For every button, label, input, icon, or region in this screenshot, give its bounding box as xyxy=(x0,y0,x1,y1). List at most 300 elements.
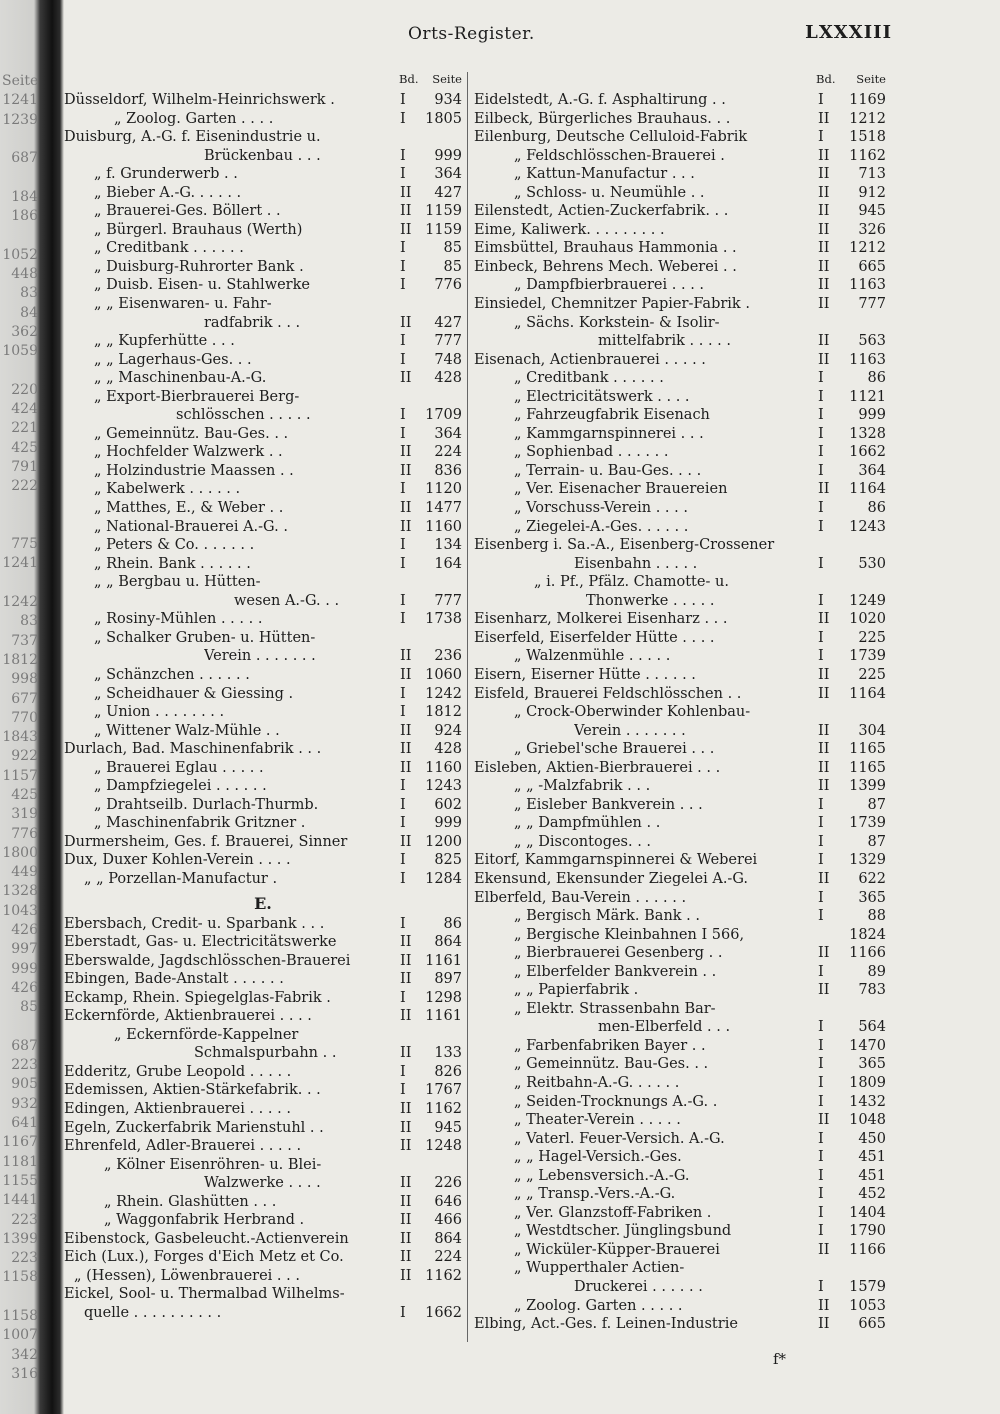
index-entry xyxy=(64,933,462,952)
index-entry xyxy=(474,1111,886,1130)
entry-page: 1169 xyxy=(849,92,886,108)
entry-text: „ Zoolog. Garten . . . . . xyxy=(514,1297,683,1314)
index-entry xyxy=(64,1304,462,1323)
entry-volume: I xyxy=(818,963,824,980)
entry-page: 777 xyxy=(434,333,462,350)
entry-text: „ „ Dampfmühlen . . xyxy=(514,815,661,832)
entry-page: 451 xyxy=(858,1167,886,1184)
entry-volume: II xyxy=(818,1297,830,1314)
index-entry xyxy=(64,833,462,852)
index-entry xyxy=(64,165,462,184)
bleed-number: 932 xyxy=(11,1095,38,1112)
entry-page: 451 xyxy=(858,1149,886,1166)
entry-page: 783 xyxy=(858,982,886,999)
entry-page: 1159 xyxy=(425,203,462,220)
entry-text: „ Walzenmühle . . . . . xyxy=(514,648,671,665)
entry-page: 1161 xyxy=(425,1008,462,1025)
entry-text: „ Union . . . . . . . . xyxy=(94,704,225,721)
index-entry xyxy=(474,221,886,240)
left-column-header xyxy=(64,72,462,91)
entry-text: schlösschen . . . . . xyxy=(176,407,311,424)
bleed-number: 1242 xyxy=(2,594,38,611)
bleed-number xyxy=(2,497,38,516)
entry-volume: I xyxy=(400,815,406,832)
entry-text: „ „ Maschinenbau-A.-G. xyxy=(94,370,267,387)
entry-page: 1662 xyxy=(425,1305,462,1321)
entry-text: Brückenbau . . . xyxy=(204,147,321,164)
entry-volume: I xyxy=(400,1063,406,1080)
index-entry xyxy=(474,536,886,555)
index-entry xyxy=(64,1007,462,1026)
entry-text: Einbeck, Behrens Mech. Weberei . . xyxy=(474,258,737,275)
entry-text: „ Elektr. Strassenbahn Bar- xyxy=(514,1000,716,1017)
index-entry xyxy=(64,110,462,129)
entry-page: 1767 xyxy=(425,1082,462,1099)
entry-text: „ Theater-Verein . . . . . xyxy=(514,1112,681,1129)
index-entry xyxy=(474,592,886,611)
entry-page: 365 xyxy=(858,1056,886,1073)
index-entry xyxy=(64,462,462,481)
entry-page: 776 xyxy=(434,277,462,294)
bd-header: Bd. xyxy=(399,72,419,86)
index-entry xyxy=(64,870,462,889)
entry-page: 1212 xyxy=(849,240,886,257)
index-entry xyxy=(474,1222,886,1241)
index-entry xyxy=(474,480,886,499)
entry-text: Ehrenfeld, Adler-Brauerei . . . . . xyxy=(64,1138,302,1155)
entry-page: 466 xyxy=(434,1212,462,1229)
bleed-number: 1812 xyxy=(2,651,38,668)
bleed-number xyxy=(2,516,38,535)
entry-page: 1709 xyxy=(425,407,462,424)
bd-header: Bd. xyxy=(816,72,836,86)
index-entry xyxy=(64,128,462,147)
entry-page: 1162 xyxy=(425,1100,462,1117)
entry-text: Einsiedel, Chemnitzer Papier-Fabrik . xyxy=(474,296,750,313)
entry-text: „ Electricitätswerk . . . . xyxy=(514,388,690,405)
bleed-number: 776 xyxy=(11,825,38,842)
index-entry xyxy=(474,666,886,685)
entry-text: Schmalspurbahn . . xyxy=(194,1045,337,1062)
entry-text: „ Scheidhauer & Giessing . xyxy=(94,685,294,702)
entry-page: 945 xyxy=(434,1119,462,1136)
entry-page: 1662 xyxy=(849,444,886,461)
index-entry xyxy=(474,1204,886,1223)
entry-text: Eimsbüttel, Brauhaus Hammonia . . xyxy=(474,240,737,257)
entry-volume: I xyxy=(818,370,824,387)
entry-text: Durmersheim, Ges. f. Brauerei, Sinner xyxy=(64,833,348,850)
entry-text: Egeln, Zuckerfabrik Marienstuhl . . xyxy=(64,1119,324,1136)
bleed-number: 221 xyxy=(11,420,38,437)
index-entry xyxy=(474,314,886,333)
entry-page: 924 xyxy=(434,722,462,739)
entry-page: 1249 xyxy=(849,592,886,609)
index-entry xyxy=(64,915,462,934)
index-entry xyxy=(64,518,462,537)
index-entry xyxy=(64,1063,462,1082)
entry-text: Edderitz, Grube Leopold . . . . . xyxy=(64,1063,292,1080)
bleed-number: 1800 xyxy=(2,844,38,861)
entry-page: 1159 xyxy=(425,221,462,238)
entry-text: Verein . . . . . . . xyxy=(574,722,686,739)
bleed-number: 641 xyxy=(11,1115,38,1132)
entry-volume: I xyxy=(818,833,824,850)
bleed-number: 316 xyxy=(11,1365,38,1382)
entry-text: Eiserfeld, Eiserfelder Hütte . . . . xyxy=(474,629,715,646)
entry-volume: I xyxy=(818,1149,824,1166)
entry-text: „ Drahtseilb. Durlach-Thurmb. xyxy=(94,796,319,813)
entry-text: „ Gemeinnütz. Bau-Ges. . . xyxy=(514,1056,709,1073)
index-entry xyxy=(474,295,886,314)
entry-page: 665 xyxy=(858,258,886,275)
entry-text: „ Brauerei-Ges. Böllert . . xyxy=(94,203,281,220)
entry-volume: II xyxy=(818,184,830,201)
index-entry xyxy=(64,703,462,722)
entry-page: 89 xyxy=(867,963,886,980)
entry-volume: I xyxy=(818,1093,824,1110)
index-entry xyxy=(64,239,462,258)
entry-volume: I xyxy=(400,110,406,127)
bleed-number: 687 xyxy=(11,150,38,167)
entry-volume: I xyxy=(818,852,824,869)
entry-volume: II xyxy=(818,1241,830,1258)
index-entry xyxy=(474,258,886,277)
entry-text: Eilbeck, Bürgerliches Brauhaus. . . xyxy=(474,110,731,127)
entry-text: Elbing, Act.-Ges. f. Leinen-Industrie xyxy=(474,1316,738,1333)
entry-text: Eime, Kaliwerk. . . . . . . . . xyxy=(474,221,665,238)
entry-page: 646 xyxy=(434,1193,462,1210)
index-entry xyxy=(474,1130,886,1149)
entry-volume: II xyxy=(400,741,412,758)
index-entry xyxy=(474,944,886,963)
entry-text: Druckerei . . . . . . xyxy=(574,1279,703,1295)
entry-page: 1164 xyxy=(849,685,886,702)
entry-text: „ Kabelwerk . . . . . . xyxy=(94,481,241,498)
index-entry xyxy=(64,722,462,741)
entry-text: wesen A.-G. . . xyxy=(234,592,340,609)
entry-volume: I xyxy=(818,1223,824,1240)
entry-volume: I xyxy=(400,240,406,257)
bleed-number: 425 xyxy=(11,786,38,803)
entry-page: 1163 xyxy=(849,351,886,368)
index-entry xyxy=(474,889,886,908)
entry-text: Eidelstedt, A.-G. f. Asphaltirung . . xyxy=(474,92,726,108)
entry-volume: II xyxy=(818,982,830,999)
bleed-number xyxy=(2,226,38,245)
bleed-number: 998 xyxy=(11,671,38,688)
index-entry xyxy=(64,295,462,314)
entry-volume: I xyxy=(400,407,406,424)
entry-text: Edemissen, Aktien-Stärkefabrik. . . xyxy=(64,1082,321,1099)
entry-text: Edingen, Aktienbrauerei . . . . . xyxy=(64,1100,291,1117)
entry-volume: II xyxy=(818,1112,830,1129)
section-heading xyxy=(64,889,462,915)
entry-page: 134 xyxy=(434,537,462,554)
bleed-number: 449 xyxy=(11,864,38,881)
entry-page: 564 xyxy=(858,1019,886,1036)
entry-text: „ Wicküler-Küpper-Brauerei xyxy=(514,1241,720,1258)
index-entry xyxy=(474,369,886,388)
entry-volume: II xyxy=(400,1249,412,1266)
index-entry xyxy=(474,425,886,444)
entry-page: 530 xyxy=(858,555,886,572)
entry-volume: II xyxy=(818,945,830,962)
entry-volume: II xyxy=(400,1045,412,1062)
index-entry xyxy=(474,462,886,481)
index-entry xyxy=(64,388,462,407)
entry-text: „ Gemeinnütz. Bau-Ges. . . xyxy=(94,425,289,442)
entry-page: 1212 xyxy=(849,110,886,127)
entry-page: 86 xyxy=(443,915,462,932)
entry-page: 85 xyxy=(443,258,462,275)
entry-text: „ „ Lagerhaus-Ges. . . xyxy=(94,351,252,368)
entry-page: 1020 xyxy=(849,611,886,628)
entry-volume: I xyxy=(400,592,406,609)
index-entry xyxy=(64,499,462,518)
entry-volume: I xyxy=(818,518,824,535)
index-entry xyxy=(474,722,886,741)
index-entry xyxy=(64,592,462,611)
entry-volume: II xyxy=(818,722,830,739)
entry-text: Eisenach, Actienbrauerei . . . . . xyxy=(474,351,706,368)
index-entry xyxy=(474,926,886,945)
entry-page: 224 xyxy=(434,444,462,461)
entry-volume: I xyxy=(818,555,824,572)
index-entry xyxy=(474,1241,886,1260)
index-entry xyxy=(474,851,886,870)
index-entry xyxy=(64,685,462,704)
entry-volume: I xyxy=(400,258,406,275)
index-entry xyxy=(64,276,462,295)
entry-page: 777 xyxy=(434,592,462,609)
entry-volume: I xyxy=(400,277,406,294)
bleed-number: 1167 xyxy=(2,1134,38,1151)
left-column xyxy=(64,72,462,1362)
entry-volume: I xyxy=(400,1305,406,1321)
entry-text: „ „ Discontoges. . . xyxy=(514,833,652,850)
signature-mark: f* xyxy=(773,1350,787,1368)
entry-text: „ Elberfelder Bankverein . . xyxy=(514,963,717,980)
entry-text: „ Kammgarnspinnerei . . . xyxy=(514,425,704,442)
index-entry xyxy=(474,647,886,666)
entry-volume: II xyxy=(400,203,412,220)
entry-text: „ „ Transp.-Vers.-A.-G. xyxy=(514,1186,676,1203)
entry-volume: I xyxy=(818,889,824,906)
entry-text: „ Griebel'sche Brauerei . . . xyxy=(514,741,715,758)
entry-page: 87 xyxy=(867,833,886,850)
entry-text: „ Export-Bierbrauerei Berg- xyxy=(94,388,300,405)
index-entry xyxy=(474,1185,886,1204)
index-entry xyxy=(64,1119,462,1138)
entry-text: „ „ Lebensversich.-A.-G. xyxy=(514,1167,690,1184)
bleed-number: 1399 xyxy=(2,1230,38,1247)
entry-text: „ Kattun-Manufactur . . . xyxy=(514,166,695,183)
entry-volume: I xyxy=(400,537,406,554)
entry-text: „ Farbenfabriken Bayer . . xyxy=(514,1037,706,1054)
entry-text: „ Zoolog. Garten . . . . xyxy=(114,110,274,127)
entry-volume: II xyxy=(400,934,412,951)
index-entry xyxy=(474,1018,886,1037)
entry-text: „ Reitbahn-A.-G. . . . . . xyxy=(514,1074,680,1091)
entry-page: 1298 xyxy=(425,989,462,1006)
right-column xyxy=(474,72,886,1362)
entry-page: 1162 xyxy=(425,1267,462,1284)
bleed-number: 426 xyxy=(11,922,38,939)
entry-text: „ Bergisch Märk. Bank . . xyxy=(514,908,701,925)
entry-volume: II xyxy=(818,240,830,257)
entry-volume: I xyxy=(400,425,406,442)
entry-page: 1243 xyxy=(849,518,886,535)
entry-text: „ Feldschlösschen-Brauerei . xyxy=(514,147,725,164)
entry-volume: II xyxy=(818,481,830,498)
entry-page: 1242 xyxy=(425,685,462,702)
entry-volume: I xyxy=(818,908,824,925)
bleed-number: 186 xyxy=(11,208,38,225)
entry-volume: I xyxy=(400,351,406,368)
index-entry xyxy=(64,629,462,648)
entry-text: „ Ver. Glanzstoff-Fabriken . xyxy=(514,1204,712,1221)
entry-text: Duisburg, A.-G. f. Eisenindustrie u. xyxy=(64,129,321,146)
entry-page: 1812 xyxy=(425,704,462,721)
bleed-number: 677 xyxy=(11,690,38,707)
index-entry xyxy=(64,480,462,499)
index-entry xyxy=(64,647,462,666)
entry-page: 1284 xyxy=(425,870,462,887)
entry-page: 1162 xyxy=(849,147,886,164)
entry-volume: I xyxy=(400,611,406,628)
index-entry xyxy=(474,907,886,926)
entry-page: 999 xyxy=(434,815,462,832)
bleed-number: 1241 xyxy=(2,92,38,109)
entry-text: „ Bieber A.-G. . . . . . xyxy=(94,184,242,201)
index-entry xyxy=(474,147,886,166)
index-entry xyxy=(64,989,462,1008)
entry-page: 665 xyxy=(858,1316,886,1333)
entry-text: „ Vaterl. Feuer-Versich. A.-G. xyxy=(514,1130,725,1147)
page-number: LXXXIII xyxy=(805,22,892,43)
entry-page: 1053 xyxy=(849,1297,886,1314)
entry-text: Eckamp, Rhein. Spiegelglas-Fabrik . xyxy=(64,989,331,1006)
entry-volume: I xyxy=(818,1167,824,1184)
entry-page: 86 xyxy=(867,500,886,517)
bleed-number: 1328 xyxy=(2,883,38,900)
index-entry xyxy=(64,952,462,971)
entry-text: Düsseldorf, Wilhelm-Heinrichswerk . xyxy=(64,92,335,108)
bleed-number: 770 xyxy=(11,709,38,726)
entry-volume: II xyxy=(818,333,830,350)
entry-volume: II xyxy=(400,500,412,517)
bleed-number xyxy=(2,1288,38,1307)
entry-volume: I xyxy=(818,648,824,665)
index-entry xyxy=(64,1174,462,1193)
entry-page: 1161 xyxy=(425,952,462,969)
entry-text: „ i. Pf., Pfälz. Chamotte- u. xyxy=(534,574,729,591)
entry-page: 1166 xyxy=(849,1241,886,1258)
bleed-number: 1157 xyxy=(2,767,38,784)
entry-page: 1738 xyxy=(425,611,462,628)
index-entry xyxy=(64,1230,462,1249)
entry-text: „ Kölner Eisenröhren- u. Blei- xyxy=(104,1156,322,1173)
bleed-number: 1241 xyxy=(2,555,38,572)
entry-text: „ Hochfelder Walzwerk . . xyxy=(94,444,283,461)
index-entry xyxy=(474,685,886,704)
bleed-number: 687 xyxy=(11,1037,38,1054)
bleed-number: 425 xyxy=(11,439,38,456)
entry-text: „ Sächs. Korkstein- & Isolir- xyxy=(514,314,720,331)
index-entry xyxy=(474,202,886,221)
index-entry xyxy=(474,1278,886,1297)
index-entry xyxy=(64,1267,462,1286)
bleed-number: 448 xyxy=(11,265,38,282)
entry-volume: II xyxy=(400,1100,412,1117)
index-entry xyxy=(64,1156,462,1175)
entry-page: 1328 xyxy=(849,425,886,442)
entry-page: 1048 xyxy=(849,1112,886,1129)
entry-page: 934 xyxy=(434,92,462,108)
index-entry xyxy=(64,147,462,166)
entry-volume: II xyxy=(400,971,412,988)
bleed-number: 223 xyxy=(11,1057,38,1074)
entry-page: 713 xyxy=(858,166,886,183)
entry-text: „ Peters & Co. . . . . . . xyxy=(94,537,255,554)
entry-text: Eitorf, Kammgarnspinnerei & Weberei xyxy=(474,852,758,869)
entry-volume: I xyxy=(818,425,824,442)
entry-page: 826 xyxy=(434,1063,462,1080)
bleed-number: 222 xyxy=(11,478,38,495)
entry-text: „ Maschinenfabrik Gritzner . xyxy=(94,815,306,832)
entry-volume: II xyxy=(400,722,412,739)
index-entry xyxy=(64,851,462,870)
entry-volume: II xyxy=(818,110,830,127)
index-entry xyxy=(474,555,886,574)
entry-volume: I xyxy=(400,704,406,721)
running-head xyxy=(0,20,1000,46)
entry-volume: I xyxy=(818,1037,824,1054)
entry-volume: II xyxy=(400,221,412,238)
entry-page: 864 xyxy=(434,1230,462,1247)
entry-text: „ Ziegelei-A.-Ges. . . . . . xyxy=(514,518,689,535)
index-entry xyxy=(474,518,886,537)
bleed-number: 922 xyxy=(11,748,38,765)
entry-page: 777 xyxy=(858,296,886,313)
entry-volume: I xyxy=(818,1204,824,1221)
index-entry xyxy=(474,128,886,147)
entry-text: Verein . . . . . . . xyxy=(204,648,316,665)
index-entry xyxy=(474,239,886,258)
entry-volume: II xyxy=(818,778,830,795)
entry-text: Eckernförde, Aktienbrauerei . . . . xyxy=(64,1008,312,1025)
entry-volume: I xyxy=(400,870,406,887)
index-entry xyxy=(474,796,886,815)
index-entry xyxy=(474,351,886,370)
bleed-number: 1052 xyxy=(2,246,38,263)
entry-volume: I xyxy=(818,592,824,609)
entry-volume: II xyxy=(818,351,830,368)
entry-text: „ Eisleber Bankverein . . . xyxy=(514,796,703,813)
entry-volume: I xyxy=(818,1186,824,1203)
entry-volume: I xyxy=(400,778,406,795)
entry-page: 1200 xyxy=(425,833,462,850)
index-entry xyxy=(64,406,462,425)
entry-text: Ekensund, Ekensunder Ziegelei A.-G. xyxy=(474,870,748,887)
index-entry xyxy=(64,314,462,333)
entry-text: Eisleben, Aktien-Bierbrauerei . . . xyxy=(474,759,721,776)
entry-page: 1248 xyxy=(425,1138,462,1155)
bleed-number: 184 xyxy=(11,188,38,205)
entry-volume: II xyxy=(400,952,412,969)
entry-volume: II xyxy=(400,1175,412,1192)
entry-page: 1165 xyxy=(849,741,886,758)
